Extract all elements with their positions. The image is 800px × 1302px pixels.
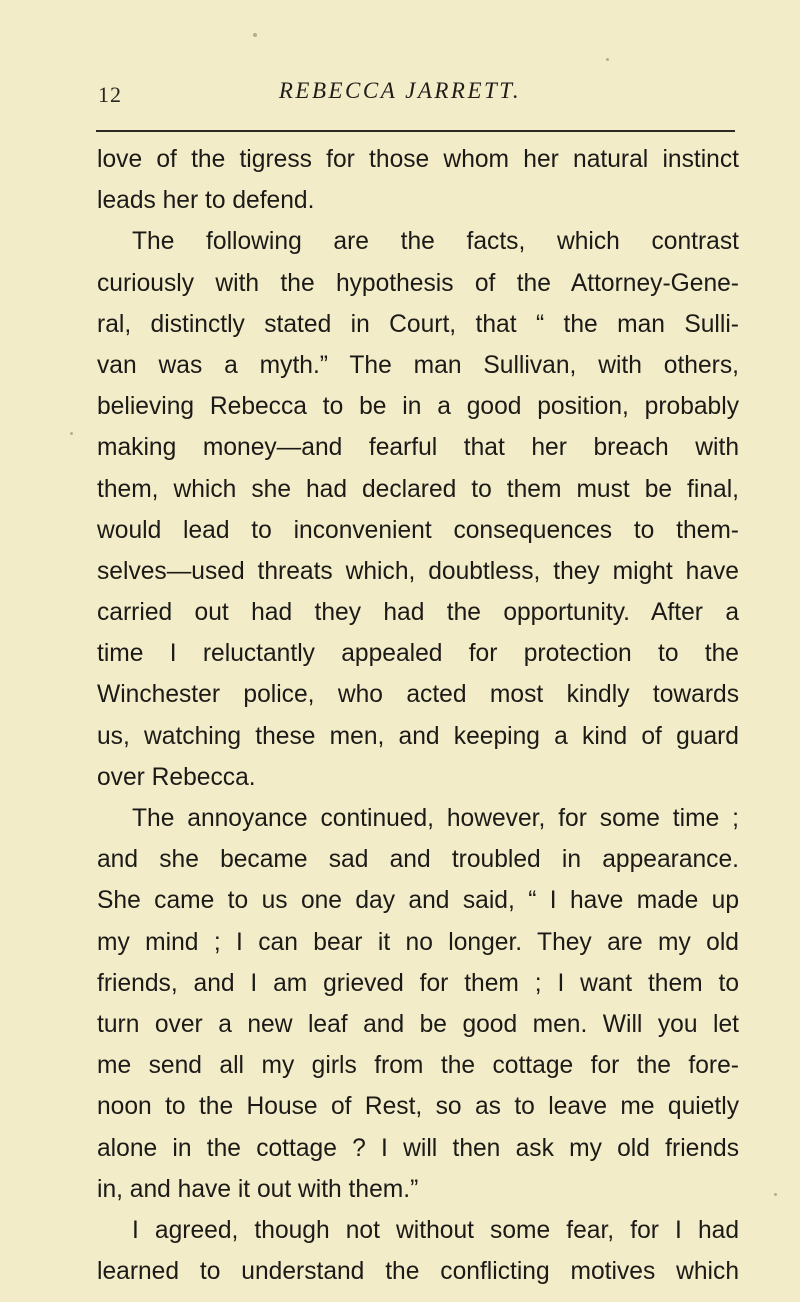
page-header xyxy=(0,76,800,116)
body-text xyxy=(97,139,739,1292)
text-line: time I reluctantly appealed for protection to the xyxy=(97,640,739,668)
paragraph-first-line: The annoyance continued, however, for some time ; xyxy=(132,805,739,832)
text-line: over Rebecca. xyxy=(97,763,256,791)
text-line: and she became sad and troubled in appearance. xyxy=(97,846,739,874)
text-line: turn over a new leaf and be good men. Will you let xyxy=(97,1010,739,1038)
text-line: believing Rebecca to be in a good position, probably xyxy=(97,393,739,421)
text-line: in, and have it out with them.” xyxy=(97,1175,419,1203)
paragraph-first-line: I agreed, though not without some fear, for I had xyxy=(132,1216,739,1244)
text-line: carried out had they had the opportunity. After a xyxy=(97,599,739,627)
text-line: friends, and I am grieved for them ; I want them to xyxy=(97,969,739,997)
text-line: them, which she had declared to them must be final, xyxy=(97,475,739,503)
text-line: Winchester police, who acted most kindly towards xyxy=(97,681,739,709)
text-line: my mind ; I can bear it no longer. They are my old xyxy=(97,928,739,956)
paper-speck xyxy=(70,432,73,435)
text-line: leads her to defend. xyxy=(97,187,315,215)
text-line: making money—and fearful that her breach with xyxy=(97,434,739,462)
paper-speck xyxy=(253,33,257,37)
text-line: me send all my girls from the cottage for the fore- xyxy=(97,1052,739,1080)
text-line: would lead to inconvenient consequences to them- xyxy=(97,516,739,544)
text-line: love of the tigress for those whom her natural instinct xyxy=(97,146,739,173)
page-number: 12 xyxy=(98,82,122,107)
text-line: alone in the cottage ? I will then ask my old friends xyxy=(97,1134,739,1162)
header-rule xyxy=(96,130,735,132)
text-line: learned to understand the conflicting motives which xyxy=(97,1258,739,1286)
text-line: noon to the House of Rest, so as to leave me quietly xyxy=(97,1093,739,1121)
running-title: REBECCA JARRETT. xyxy=(278,78,522,103)
paper-speck xyxy=(606,58,609,61)
text-line: van was a myth.” The man Sullivan, with others, xyxy=(97,351,739,379)
text-line: selves—used threats which, doubtless, they might have xyxy=(97,557,739,585)
text-line: us, watching these men, and keeping a kind of guard xyxy=(97,722,739,750)
text-line: curiously with the hypothesis of the Attorney-Gene- xyxy=(97,269,739,297)
text-line: ral, distinctly stated in Court, that “ the man Sulli- xyxy=(97,310,739,338)
paragraph-first-line: The following are the facts, which contrast xyxy=(132,228,739,256)
paper-speck xyxy=(774,1193,777,1196)
text-line: She came to us one day and said, “ I have made up xyxy=(97,887,739,915)
